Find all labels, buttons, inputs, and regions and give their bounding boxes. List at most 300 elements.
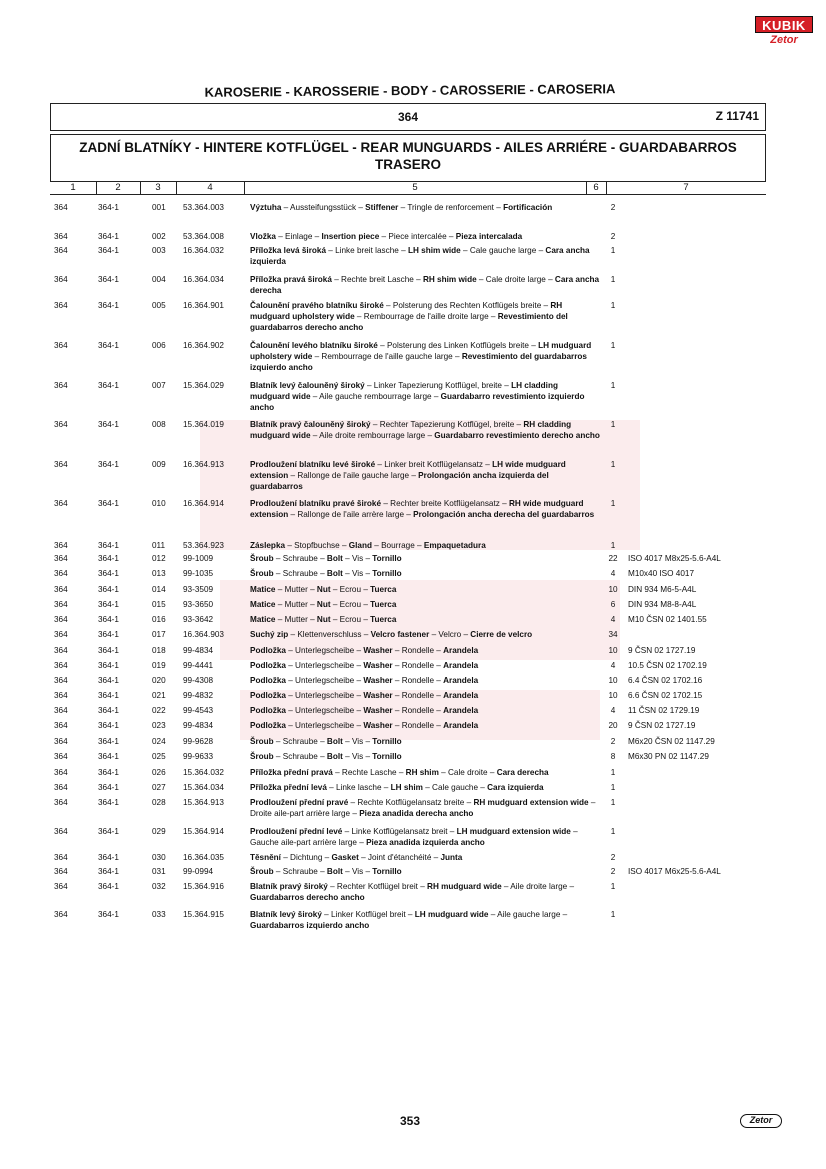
cell-description: [250, 690, 600, 701]
desc-de: – Aussteifungsstück –: [281, 203, 366, 212]
cell-description: [250, 340, 600, 373]
cell-description: [250, 540, 600, 551]
desc-fr: – Cale droite large –: [476, 275, 555, 284]
desc-es: Pieza anadida derecha ancho: [359, 809, 474, 818]
cell-position: 009: [152, 460, 166, 469]
desc-cz: Podložka: [250, 676, 286, 685]
desc-de: – Linke Kotflügelansatz breit –: [342, 827, 457, 836]
cell-figure: 364-1: [98, 585, 119, 594]
desc-en: LH wide mudguard extension: [250, 460, 566, 480]
cell-figure: 364-1: [98, 737, 119, 746]
cell-description: [250, 751, 600, 762]
cell-part-number: 99-4308: [183, 676, 214, 685]
desc-de: – Polsterung des Linken Kotflügels breite –: [377, 341, 539, 350]
cell-figure: 364-1: [98, 569, 119, 578]
desc-de: – Linke breit lasche –: [326, 246, 408, 255]
desc-es: Guardabarros derecho ancho: [250, 893, 365, 902]
cell-figure: 364-1: [98, 827, 119, 836]
desc-de: – Mutter –: [275, 600, 317, 609]
cell-position: 001: [152, 203, 166, 212]
desc-en: Stiffener: [365, 203, 399, 212]
cell-figure: 364-1: [98, 691, 119, 700]
desc-fr: – Aile gauche large –: [488, 910, 568, 919]
column-header: [50, 182, 766, 195]
cell-quantity: 2: [610, 737, 616, 746]
desc-es: Arandela: [443, 676, 479, 685]
cell-description: [250, 584, 600, 595]
cell-part-number: 16.364.914: [183, 499, 224, 508]
desc-cz: Prodloužení blatníku pravé široké: [250, 499, 382, 508]
cell-position: 016: [152, 615, 166, 624]
cell-figure: 364-1: [98, 752, 119, 761]
cell-group: 364: [54, 600, 68, 609]
cell-figure: 364-1: [98, 541, 119, 550]
desc-en: LH mudguard upholstery wide: [250, 341, 592, 361]
cell-position: 012: [152, 554, 166, 563]
cell-description: [250, 645, 600, 656]
cell-figure: 364-1: [98, 232, 119, 241]
desc-es: Fortificación: [503, 203, 553, 212]
cell-figure: 364-1: [98, 460, 119, 469]
cell-part-number: 15.364.029: [183, 381, 224, 390]
cell-quantity: 4: [610, 569, 616, 578]
desc-en: Nut: [316, 615, 331, 624]
cell-figure: 364-1: [98, 882, 119, 891]
cell-figure: 364-1: [98, 275, 119, 284]
desc-fr: – Vis –: [342, 752, 373, 761]
desc-de: – Rechter breite Kotflügelansatz –: [381, 499, 509, 508]
desc-en: Bolt: [326, 752, 343, 761]
cell-figure: 364-1: [98, 910, 119, 919]
cell-group: 364: [54, 232, 68, 241]
cell-description: [250, 380, 600, 413]
cell-part-number: 93-3642: [183, 615, 214, 624]
desc-de: – Schraube –: [273, 554, 327, 563]
cell-description: [250, 245, 600, 267]
desc-en: Bolt: [326, 867, 343, 876]
cell-group: 364: [54, 783, 68, 792]
cell-figure: 364-1: [98, 783, 119, 792]
desc-es: Arandela: [443, 706, 479, 715]
desc-es: Prolongación ancha derecha del guardabarros: [413, 510, 595, 519]
cell-group: 364: [54, 585, 68, 594]
cell-position: 024: [152, 737, 166, 746]
cell-part-number: 99-1009: [183, 554, 214, 563]
cell-part-number: 16.364.034: [183, 275, 224, 284]
desc-es: Arandela: [443, 661, 479, 670]
desc-fr: – Rondelle –: [392, 706, 444, 715]
cell-group: 364: [54, 301, 68, 310]
cell-quantity: 10: [608, 646, 618, 655]
desc-fr: – Ecrou –: [330, 600, 371, 609]
desc-de: – Mutter –: [275, 585, 317, 594]
cell-quantity: 1: [610, 783, 616, 792]
cell-part-number: 15.364.032: [183, 768, 224, 777]
cell-part-number: 99-4834: [183, 721, 214, 730]
cell-quantity: 1: [610, 246, 616, 255]
desc-en: Insertion piece: [321, 232, 380, 241]
cell-description: [250, 599, 600, 610]
desc-de: – Schraube –: [273, 569, 327, 578]
desc-en: RH cladding mudguard wide: [250, 420, 572, 440]
cell-position: 026: [152, 768, 166, 777]
cell-part-number: 99-4834: [183, 646, 214, 655]
cell-note: DIN 934 M8-8-A4L: [628, 600, 697, 609]
cell-position: 015: [152, 600, 166, 609]
cell-part-number: 99-9633: [183, 752, 214, 761]
cell-description: [250, 202, 600, 213]
desc-es: Revestimiento del guardabarros izquierdo ancho: [250, 352, 587, 372]
desc-cz: Šroub: [250, 737, 274, 746]
assembly-title: ZADNÍ BLATNÍKY - HINTERE KOTFLÜGEL - REAR MUNGUARDS - AILES ARRIÉRE - GUARDABARROS TRASERO: [79, 140, 737, 172]
desc-en: Washer: [363, 691, 393, 700]
cell-quantity: 1: [610, 301, 616, 310]
desc-en: Washer: [363, 721, 393, 730]
desc-fr: – Ecrou –: [330, 615, 371, 624]
desc-en: RH mudguard wide: [427, 882, 502, 891]
cell-figure: 364-1: [98, 646, 119, 655]
cell-description: [250, 419, 600, 441]
cell-note: M10 ČSN 02 1401.55: [628, 615, 707, 624]
desc-fr: – Cale gauche –: [422, 783, 488, 792]
desc-fr: – Rondelle –: [392, 661, 444, 670]
desc-cz: Příložka přední levá: [250, 783, 327, 792]
desc-en: RH wide mudguard extension: [250, 499, 584, 519]
desc-cz: Šroub: [250, 752, 274, 761]
cell-position: 031: [152, 867, 166, 876]
cell-group: 364: [54, 853, 68, 862]
cell-quantity: 1: [610, 882, 616, 891]
cell-quantity: 2: [610, 232, 616, 241]
section-title: KAROSERIE - KAROSSERIE - BODY - CAROSSERIE - CAROSERIA: [204, 81, 616, 100]
desc-cz: Šroub: [250, 569, 274, 578]
cell-description: [250, 705, 600, 716]
desc-en: Bolt: [326, 737, 343, 746]
cell-part-number: 16.364.913: [183, 460, 224, 469]
desc-de: – Rechte breit Lasche –: [331, 275, 423, 284]
cell-part-number: 15.364.916: [183, 882, 224, 891]
cell-part-number: 15.364.019: [183, 420, 224, 429]
cell-position: 028: [152, 798, 166, 807]
col-5: 5: [412, 182, 418, 193]
cell-figure: 364-1: [98, 853, 119, 862]
desc-fr: – Joint d'étanchéité –: [358, 853, 441, 862]
desc-fr: – Rondelle –: [392, 646, 444, 655]
cell-part-number: 16.364.032: [183, 246, 224, 255]
desc-de: – Linker Kotflügel breit –: [321, 910, 415, 919]
desc-de: – Einlage –: [275, 232, 322, 241]
cell-description: [250, 553, 600, 564]
cell-note: M10x40 ISO 4017: [628, 569, 694, 578]
cell-figure: 364-1: [98, 661, 119, 670]
desc-es: Revestimiento del guardabarros derecho ancho: [250, 312, 568, 332]
desc-cz: Šroub: [250, 867, 274, 876]
desc-fr: – Cale droite –: [438, 768, 497, 777]
desc-fr: – Vis –: [342, 867, 373, 876]
cell-position: 003: [152, 246, 166, 255]
desc-de: – Unterlegscheibe –: [285, 676, 364, 685]
desc-en: Washer: [363, 676, 393, 685]
group-number: 364: [397, 110, 419, 124]
desc-en: Bolt: [326, 554, 343, 563]
cell-part-number: 15.364.914: [183, 827, 224, 836]
cell-figure: 364-1: [98, 381, 119, 390]
cell-position: 025: [152, 752, 166, 761]
desc-en: Nut: [316, 585, 331, 594]
desc-de: – Unterlegscheibe –: [285, 646, 364, 655]
cell-figure: 364-1: [98, 676, 119, 685]
desc-en: Nut: [316, 600, 331, 609]
cell-part-number: 53.364.923: [183, 541, 224, 550]
cell-part-number: 93-3509: [183, 585, 214, 594]
cell-group: 364: [54, 569, 68, 578]
cell-quantity: 1: [610, 499, 616, 508]
desc-en: LH mudguard wide: [414, 910, 489, 919]
cell-figure: 364-1: [98, 301, 119, 310]
cell-part-number: 99-0994: [183, 867, 214, 876]
cell-figure: 364-1: [98, 768, 119, 777]
cell-quantity: 1: [610, 827, 616, 836]
cell-quantity: 22: [608, 554, 618, 563]
desc-de: – Unterlegscheibe –: [285, 691, 364, 700]
desc-cz: Prodloužení přední levé: [250, 827, 343, 836]
desc-cz: Suchý zip: [250, 630, 289, 639]
cell-group: 364: [54, 661, 68, 670]
desc-fr: – Vis –: [342, 737, 373, 746]
desc-en: Washer: [363, 646, 393, 655]
desc-de: – Stopfbuchse –: [285, 541, 349, 550]
desc-cz: Prodloužení blatníku levé široké: [250, 460, 376, 469]
desc-fr: – Aile gauche rembourrage large –: [310, 392, 441, 401]
desc-de: – Schraube –: [273, 867, 327, 876]
cell-description: [250, 881, 600, 903]
desc-fr: – Rembourrage de l'aille droite large –: [354, 312, 498, 321]
col-1: 1: [70, 182, 76, 193]
desc-de: – Rechte Lasche –: [332, 768, 406, 777]
desc-en: LH shim wide: [407, 246, 461, 255]
cell-group: 364: [54, 706, 68, 715]
desc-cz: Příložka levá široká: [250, 246, 327, 255]
desc-es: Cierre de velcro: [470, 630, 533, 639]
desc-cz: Matice: [250, 585, 276, 594]
cell-group: 364: [54, 381, 68, 390]
desc-cz: Výztuha: [250, 203, 282, 212]
cell-group: 364: [54, 203, 68, 212]
cell-group: 364: [54, 499, 68, 508]
cell-figure: 364-1: [98, 203, 119, 212]
cell-group: 364: [54, 554, 68, 563]
cell-note: DIN 934 M6-5-A4L: [628, 585, 697, 594]
desc-fr: – Piece intercalée –: [379, 232, 456, 241]
cell-description: [250, 782, 600, 793]
desc-cz: Matice: [250, 615, 276, 624]
cell-quantity: 10: [608, 691, 618, 700]
cell-description: [250, 300, 600, 333]
desc-en: RH shim: [405, 768, 439, 777]
cell-description: [250, 909, 600, 931]
cell-quantity: 34: [608, 630, 618, 639]
cell-position: 008: [152, 420, 166, 429]
cell-description: [250, 675, 600, 686]
desc-fr: – Tringle de renforcement –: [398, 203, 504, 212]
cell-position: 018: [152, 646, 166, 655]
cell-group: 364: [54, 615, 68, 624]
desc-en: RH mudguard extension wide: [473, 798, 589, 807]
page-number: 353: [400, 1114, 421, 1128]
cell-figure: 364-1: [98, 246, 119, 255]
cell-group: 364: [54, 630, 68, 639]
col-6: 6: [593, 182, 599, 193]
desc-fr: – Ecrou –: [330, 585, 371, 594]
logo-brand: KUBIK: [755, 16, 813, 33]
cell-position: 014: [152, 585, 166, 594]
desc-fr: – Aile droite large –: [501, 882, 575, 891]
cell-note: M6x30 PN 02 1147.29: [628, 752, 709, 761]
cell-description: [250, 866, 600, 877]
cell-quantity: 1: [610, 768, 616, 777]
cell-position: 017: [152, 630, 166, 639]
cell-figure: 364-1: [98, 420, 119, 429]
cell-description: [250, 660, 600, 671]
assembly-title-box: [50, 134, 766, 182]
cell-part-number: 16.364.901: [183, 301, 224, 310]
cell-quantity: 20: [608, 721, 618, 730]
desc-es: Tornillo: [372, 569, 402, 578]
desc-es: Tornillo: [372, 554, 402, 563]
desc-de: – Klettenverschluss –: [288, 630, 371, 639]
cell-figure: 364-1: [98, 630, 119, 639]
cell-group: 364: [54, 341, 68, 350]
cell-figure: 364-1: [98, 721, 119, 730]
cell-part-number: 99-1035: [183, 569, 214, 578]
desc-en: Washer: [363, 706, 393, 715]
desc-cz: Blatník pravý široký: [250, 882, 328, 891]
desc-de: – Unterlegscheibe –: [285, 721, 364, 730]
desc-de: – Linker Tapezierung Kotflügel, breite –: [364, 381, 512, 390]
desc-cz: Blatník levý široký: [250, 910, 322, 919]
cell-group: 364: [54, 676, 68, 685]
cell-description: [250, 568, 600, 579]
cell-part-number: 16.364.903: [183, 630, 224, 639]
group-header: [50, 103, 766, 131]
desc-de: – Schraube –: [273, 737, 327, 746]
cell-group: 364: [54, 541, 68, 550]
cell-quantity: 1: [610, 275, 616, 284]
cell-position: 027: [152, 783, 166, 792]
cell-part-number: 99-4832: [183, 691, 214, 700]
cell-position: 023: [152, 721, 166, 730]
desc-de: – Unterlegscheibe –: [285, 661, 364, 670]
cell-description: [250, 459, 600, 492]
desc-fr: – Velcro –: [429, 630, 471, 639]
cell-group: 364: [54, 798, 68, 807]
desc-fr: – Cale gauche large –: [460, 246, 546, 255]
cell-figure: 364-1: [98, 554, 119, 563]
desc-cz: Podložka: [250, 721, 286, 730]
desc-cz: Vložka: [250, 232, 276, 241]
desc-es: Arandela: [443, 691, 479, 700]
desc-es: Tornillo: [372, 752, 402, 761]
cell-note: 10.5 ČSN 02 1702.19: [628, 661, 707, 670]
cell-quantity: 2: [610, 867, 616, 876]
cell-quantity: 10: [608, 585, 618, 594]
cell-group: 364: [54, 691, 68, 700]
desc-en: Washer: [363, 661, 393, 670]
desc-cz: Matice: [250, 600, 276, 609]
desc-en: LH mudguard extension wide: [456, 827, 571, 836]
col-3: 3: [155, 182, 161, 193]
cell-part-number: 99-9628: [183, 737, 214, 746]
desc-cz: Příložka přední pravá: [250, 768, 333, 777]
desc-es: Cara ancha izquierda: [250, 246, 590, 266]
cell-position: 019: [152, 661, 166, 670]
desc-fr: – Aile droite rembourrage large –: [310, 431, 435, 440]
desc-fr: – Rondelle –: [392, 676, 444, 685]
cell-position: 002: [152, 232, 166, 241]
cell-description: [250, 274, 600, 296]
cell-position: 030: [152, 853, 166, 862]
cell-quantity: 1: [610, 798, 616, 807]
cell-description: [250, 231, 600, 242]
cell-description: [250, 736, 600, 747]
desc-cz: Těsnění: [250, 853, 281, 862]
catalog-code: Z 11741: [715, 109, 759, 123]
desc-es: Guardabarro revestimiento izquierdo ancho: [250, 392, 585, 412]
cell-note: 6.4 ČSN 02 1702.16: [628, 676, 703, 685]
desc-fr: – Gauche aile-part arrière large –: [250, 827, 578, 847]
desc-es: Cara ancha derecha: [250, 275, 600, 295]
desc-es: Tornillo: [372, 867, 402, 876]
desc-en: Velcro fastener: [370, 630, 430, 639]
cell-group: 364: [54, 646, 68, 655]
cell-part-number: 99-4543: [183, 706, 214, 715]
cell-quantity: 4: [610, 615, 616, 624]
cell-position: 029: [152, 827, 166, 836]
col-2: 2: [115, 182, 121, 193]
desc-cz: Podložka: [250, 646, 286, 655]
cell-position: 032: [152, 882, 166, 891]
cell-note: 9 ČSN 02 1727.19: [628, 646, 696, 655]
cell-group: 364: [54, 867, 68, 876]
desc-es: Cara izquierda: [487, 783, 544, 792]
cell-part-number: 93-3650: [183, 600, 214, 609]
cell-group: 364: [54, 721, 68, 730]
desc-de: – Schraube –: [273, 752, 327, 761]
desc-en: LH cladding mudguard wide: [250, 381, 558, 401]
cell-position: 010: [152, 499, 166, 508]
cell-group: 364: [54, 275, 68, 284]
cell-part-number: 15.364.913: [183, 798, 224, 807]
desc-de: – Mutter –: [275, 615, 317, 624]
zetor-footer-logo: Zetor: [740, 1114, 782, 1128]
desc-fr: – Rembourrage de l'aille gauche large –: [312, 352, 462, 361]
desc-en: LH shim: [390, 783, 423, 792]
desc-es: Tuerca: [370, 615, 397, 624]
logo-sub: Zetor: [770, 34, 798, 46]
desc-de: – Rechter Kotflügel breit –: [327, 882, 428, 891]
cell-description: [250, 826, 600, 848]
desc-cz: Čalounění pravého blatníku široké: [250, 301, 384, 310]
desc-cz: Podložka: [250, 706, 286, 715]
cell-part-number: 16.364.902: [183, 341, 224, 350]
desc-es: Tuerca: [370, 585, 397, 594]
cell-description: [250, 797, 600, 819]
cell-group: 364: [54, 910, 68, 919]
desc-cz: Podložka: [250, 661, 286, 670]
cell-position: 020: [152, 676, 166, 685]
desc-de: – Dichtung –: [280, 853, 332, 862]
cell-group: 364: [54, 737, 68, 746]
